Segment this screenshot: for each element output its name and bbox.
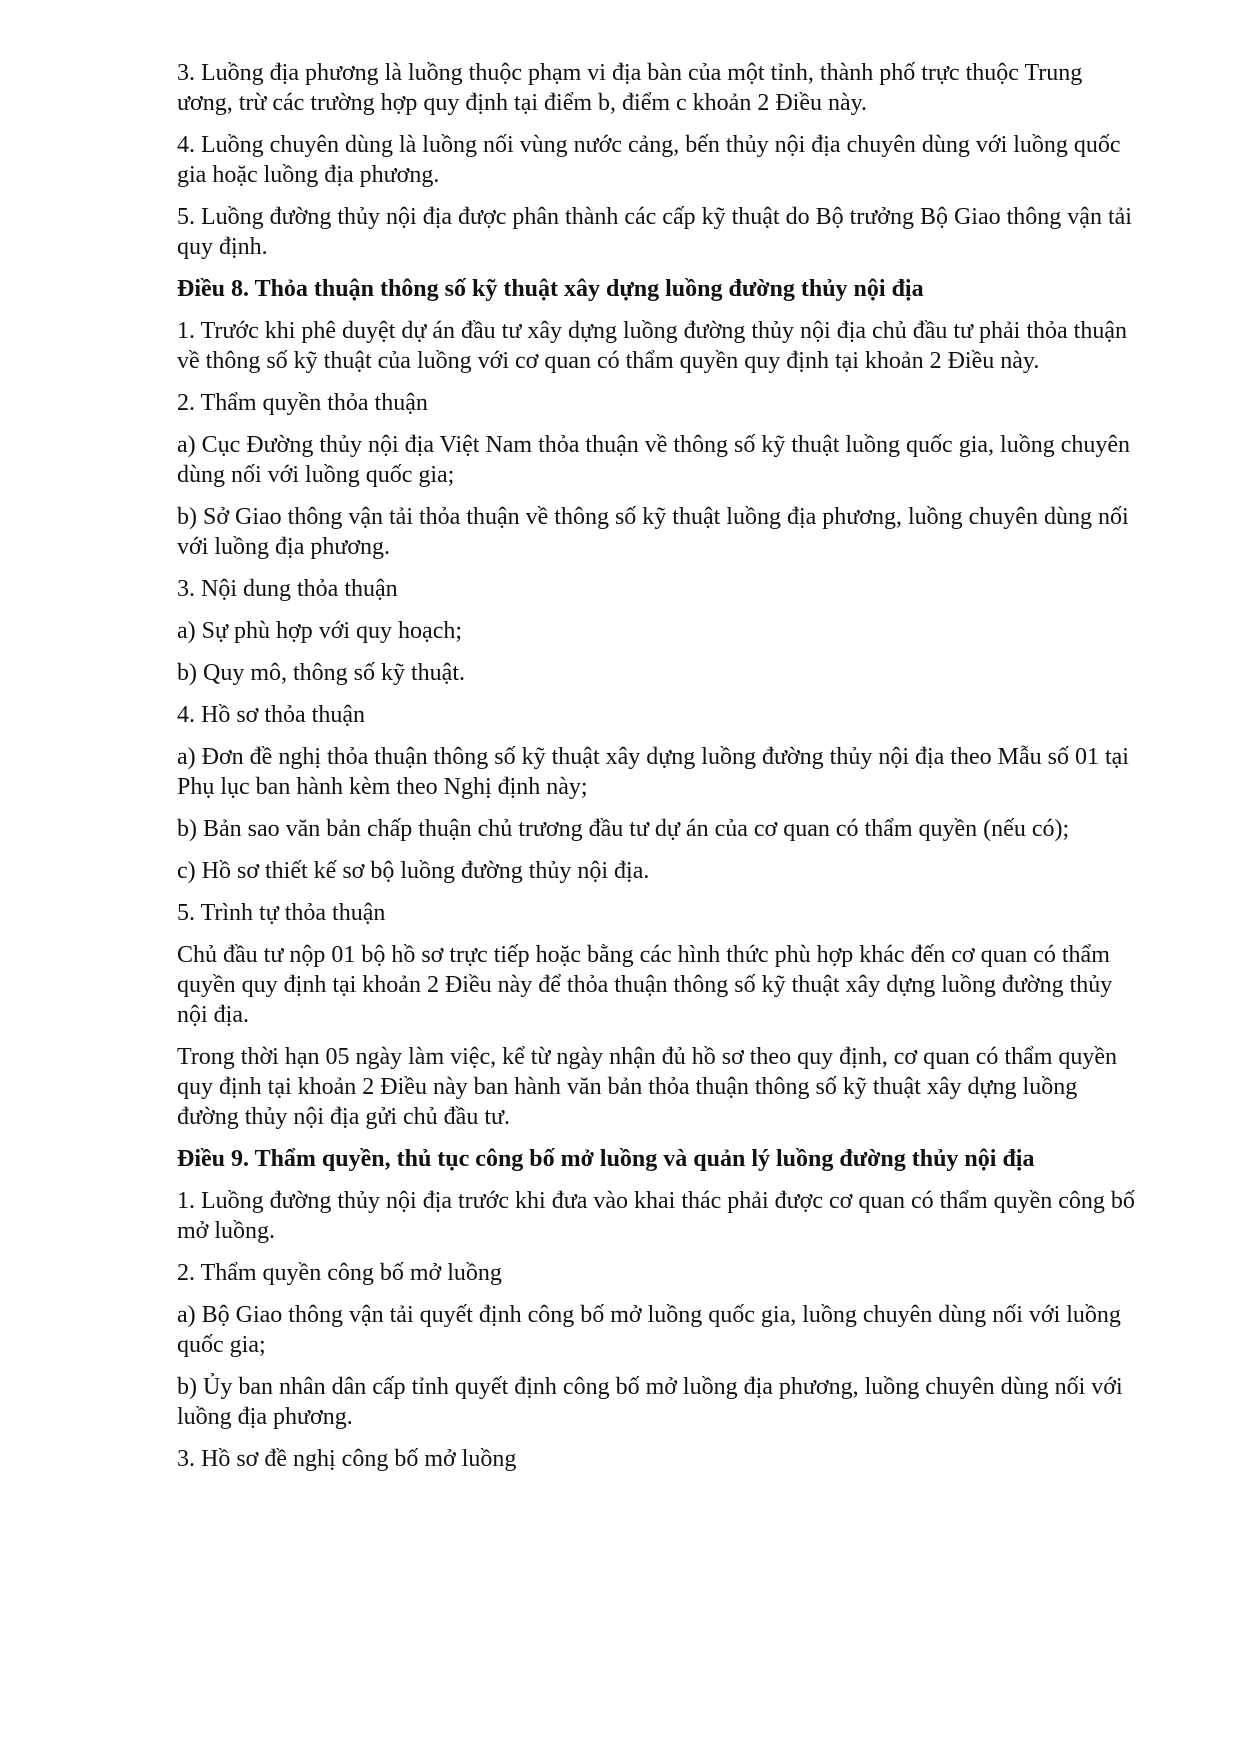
article-8-heading: Điều 8. Thỏa thuận thông số kỹ thuật xây dựng luồng đường thủy nội địa xyxy=(177,276,924,302)
article-9-clause-2-item-a: a) Bộ Giao thông vận tải quyết định công bố mở luồng quốc gia, luồng chuyên dùng nối với luồng quốc gia; xyxy=(177,1302,1121,1358)
paragraph-clause-5: 5. Luồng đường thủy nội địa được phân thành các cấp kỹ thuật do Bộ trưởng Bộ Giao thông vận tải quy định. xyxy=(177,204,1132,260)
article-8-clause-3-item-a: a) Sự phù hợp với quy hoạch; xyxy=(177,618,463,644)
paragraph-clause-3: 3. Luồng địa phương là luồng thuộc phạm vi địa bàn của một tỉnh, thành phố trực thuộc Trung ương, trừ các trường hợp quy định tại điểm b, điểm c khoản 2 Điều này. xyxy=(177,60,1083,116)
paragraph-clause-4: 4. Luồng chuyên dùng là luồng nối vùng nước cảng, bến thủy nội địa chuyên dùng với luồng quốc gia hoặc luồng địa phương. xyxy=(177,132,1121,188)
article-8-clause-5-para-1: Chủ đầu tư nộp 01 bộ hồ sơ trực tiếp hoặc bằng các hình thức phù hợp khác đến cơ quan có thẩm quyền quy định tại khoản 2 Điều này để thỏa thuận thông số kỹ thuật xây dựng luồng đường thủy nội địa. xyxy=(177,942,1113,1028)
article-9-clause-1: 1. Luồng đường thủy nội địa trước khi đưa vào khai thác phải được cơ quan có thẩm quyền công bố mở luồng. xyxy=(177,1188,1135,1244)
article-9-clause-2-item-b: b) Ủy ban nhân dân cấp tỉnh quyết định công bố mở luồng địa phương, luồng chuyên dùng nối với luồng địa phương. xyxy=(177,1374,1123,1430)
article-8-clause-3-item-b: b) Quy mô, thông số kỹ thuật. xyxy=(177,660,465,686)
article-9-clause-3-title: 3. Hồ sơ đề nghị công bố mở luồng xyxy=(177,1446,517,1472)
article-8-clause-2-item-b: b) Sở Giao thông vận tải thỏa thuận về thông số kỹ thuật luồng địa phương, luồng chuyên dùng nối với luồng địa phương. xyxy=(177,504,1129,560)
article-8-clause-5-para-2: Trong thời hạn 05 ngày làm việc, kể từ ngày nhận đủ hồ sơ theo quy định, cơ quan có thẩm quyền quy định tại khoản 2 Điều này ban hành văn bản thỏa thuận thông số kỹ thuật xây dựng luồng đường thủy nội địa gửi chủ đầu tư. xyxy=(177,1044,1118,1130)
article-8-clause-1: 1. Trước khi phê duyệt dự án đầu tư xây dựng luồng đường thủy nội địa chủ đầu tư phải thỏa thuận về thông số kỹ thuật của luồng với cơ quan có thẩm quyền quy định tại khoản 2 Điều này. xyxy=(177,318,1127,374)
document-page xyxy=(177,58,1137,1486)
article-8-clause-5-title: 5. Trình tự thỏa thuận xyxy=(177,900,386,926)
article-8-clause-4-title: 4. Hồ sơ thỏa thuận xyxy=(177,702,366,728)
article-9-clause-2-title: 2. Thẩm quyền công bố mở luồng xyxy=(177,1260,502,1286)
article-8-clause-2-title: 2. Thẩm quyền thỏa thuận xyxy=(177,390,428,416)
article-8-clause-4-item-c: c) Hồ sơ thiết kế sơ bộ luồng đường thủy nội địa. xyxy=(177,858,650,884)
article-8-clause-4-item-b: b) Bản sao văn bản chấp thuận chủ trương đầu tư dự án của cơ quan có thẩm quyền (nếu có); xyxy=(177,816,1070,842)
article-9-heading: Điều 9. Thẩm quyền, thủ tục công bố mở luồng và quản lý luồng đường thủy nội địa xyxy=(177,1146,1035,1172)
article-8-clause-4-item-a: a) Đơn đề nghị thỏa thuận thông số kỹ thuật xây dựng luồng đường thủy nội địa theo Mẫu số 01 tại Phụ lục ban hành kèm theo Nghị định này; xyxy=(177,744,1129,800)
article-8-clause-2-item-a: a) Cục Đường thủy nội địa Việt Nam thỏa thuận về thông số kỹ thuật luồng quốc gia, luồng chuyên dùng nối với luồng quốc gia; xyxy=(177,432,1130,488)
article-8-clause-3-title: 3. Nội dung thỏa thuận xyxy=(177,576,398,602)
